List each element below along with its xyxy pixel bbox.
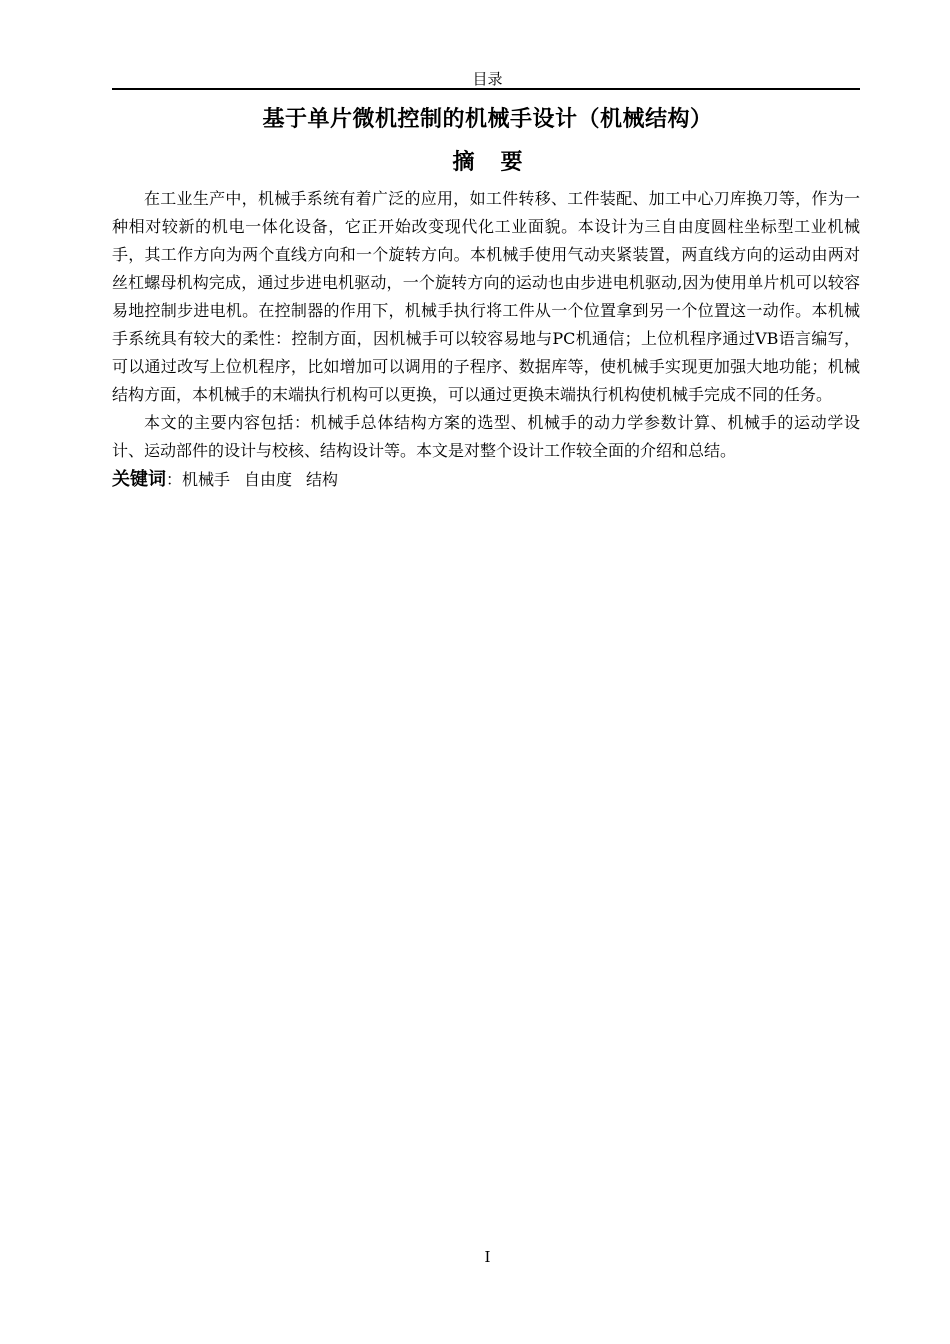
abstract-body bbox=[112, 185, 860, 495]
keywords-line bbox=[112, 465, 860, 495]
document-title: 基于单片微机控制的机械手设计（机械结构） bbox=[262, 107, 713, 132]
keyword-item: 结构 bbox=[306, 470, 339, 489]
keyword-item: 自由度 bbox=[244, 470, 293, 489]
keywords-label: 关键词 bbox=[112, 469, 166, 490]
keywords-separator: ： bbox=[166, 470, 183, 489]
abstract-paragraph-2: 本文的主要内容包括：机械手总体结构方案的选型、机械手的动力学参数计算、机械手的运动学设计、运动部件的设计与校核、结构设计等。本文是对整个设计工作较全面的介绍和总结。 bbox=[112, 413, 860, 460]
page-number: I bbox=[484, 1248, 491, 1266]
header-rule bbox=[112, 88, 860, 90]
keyword-item: 机械手 bbox=[182, 470, 231, 489]
abstract-heading: 摘要 bbox=[452, 150, 549, 175]
running-header: 目录 bbox=[472, 70, 503, 88]
abstract-paragraph-1: 在工业生产中，机械手系统有着广泛的应用，如工件转移、工件装配、加工中心刀库换刀等，作为一种相对较新的机电一体化设备，它正开始改变现代化工业面貌。本设计为三自由度圆柱坐标型工业机械手，其工作方向为两个直线方向和一个旋转方向。本机械手使用气动夹紧装置，两直线方向的运动由两对丝杠螺母机构完成，通过步进电机驱动，一个旋转方向的运动也由步进电机驱动,因为使用单片机可以较容易地控制步进电机。在控制器的作用下，机械手执行将工件从一个位置拿到另一个位置这一动作。本机械手系统具有较大的柔性：控制方面，因机械手可以较容易地与PC机通信；上位机程序通过VB语言编写，可以通过改写上位机程序，比如增加可以调用的子程序、数据库等，使机械手实现更加强大地功能；机械结构方面，本机械手的末端执行机构可以更换，可以通过更换末端执行机构使机械手完成不同的任务。 bbox=[112, 189, 860, 404]
